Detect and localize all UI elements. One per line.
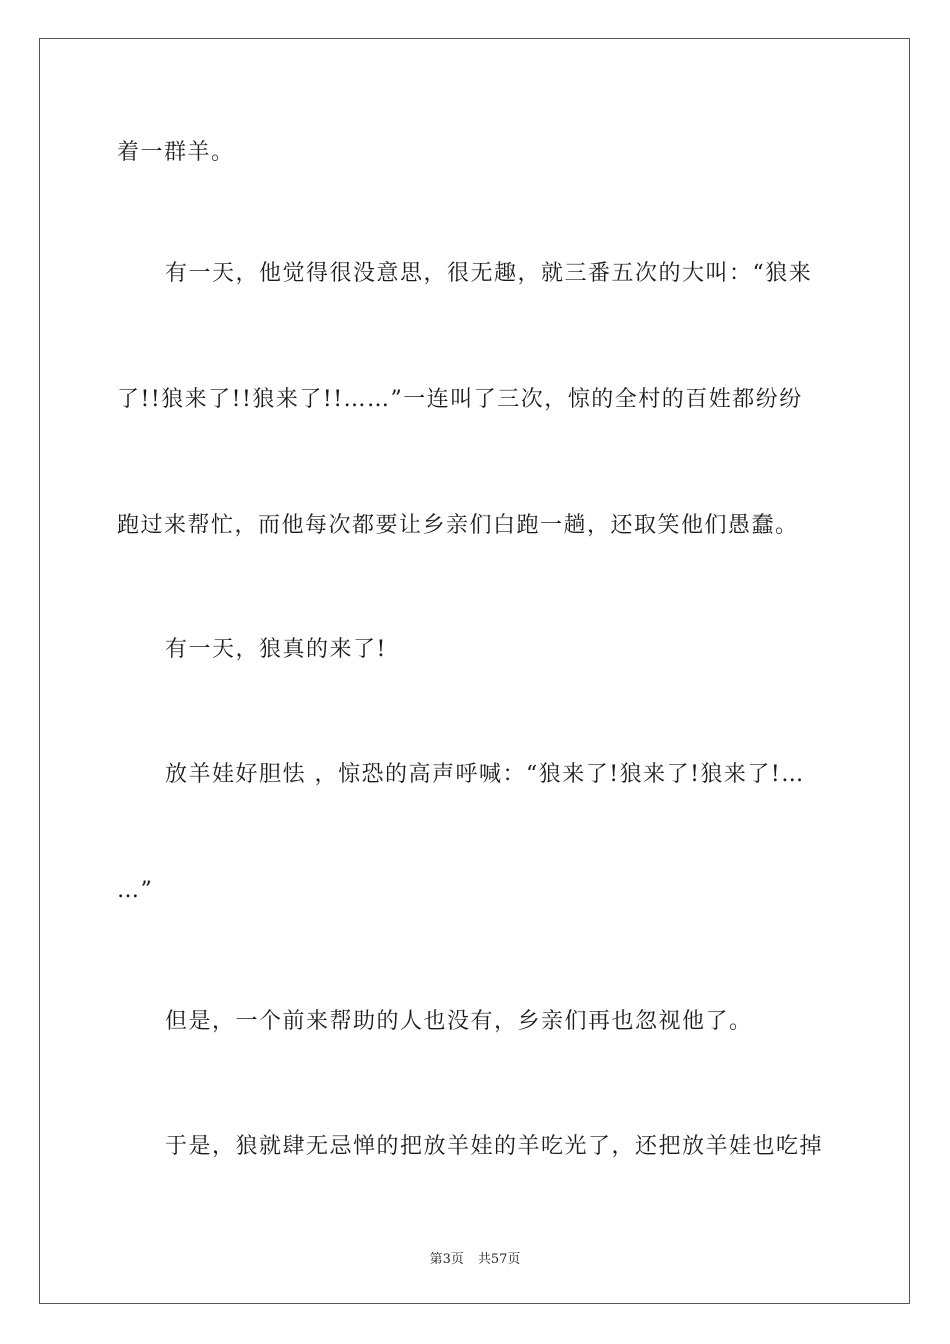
page-frame (39, 38, 910, 1304)
paragraph-start-line: 于是，狼就肆无忌惮的把放羊娃的羊吃光了，还把放羊娃也吃掉 (165, 1134, 824, 1159)
text-line: 着一群羊。 (117, 140, 235, 165)
page-number: 第3页 (429, 1252, 464, 1267)
paragraph-start-line: 但是，一个前来帮助的人也没有，乡亲们再也忽视他了。 (165, 1009, 753, 1034)
text-line: 跑过来帮忙，而他每次都要让乡亲们白跑一趟，还取笑他们愚蠢。 (117, 513, 799, 538)
text-line: 了!!狼来了!!狼来了!!……”一连叫了三次，惊的全村的百姓都纷纷 (117, 387, 803, 412)
paragraph-start-line: 有一天，狼真的来了! (165, 637, 387, 662)
paragraph-start-line: 放羊娃好胆怯 ，惊恐的高声呼喊：“狼来了!狼来了!狼来了!… (165, 762, 805, 787)
page-total: 共57页 (477, 1252, 521, 1267)
paragraph-start-line: 有一天，他觉得很没意思，很无趣，就三番五次的大叫：“狼来 (165, 261, 813, 286)
page-footer (0, 1248, 950, 1267)
text-line: …” (117, 878, 154, 903)
